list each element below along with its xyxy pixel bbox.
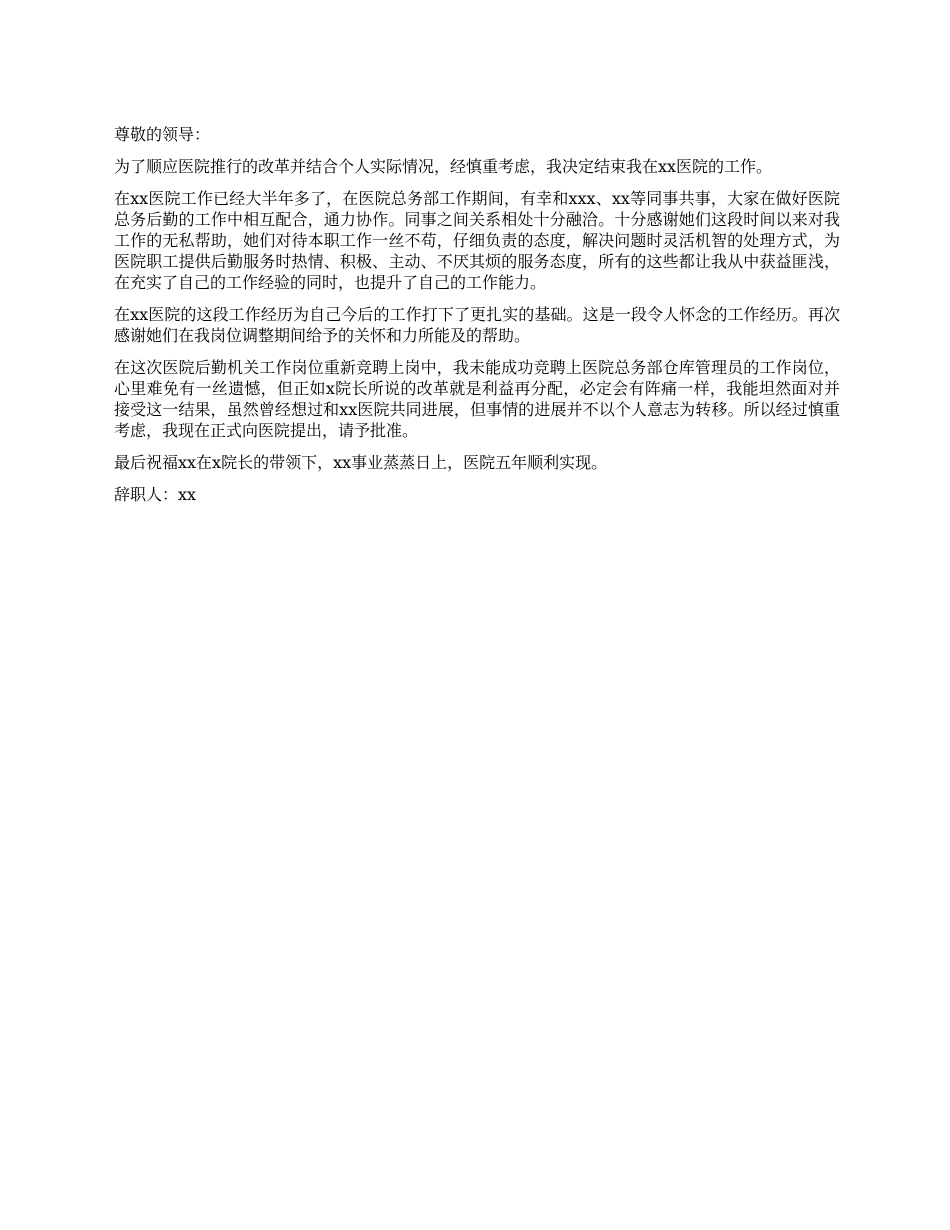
salutation: 尊敬的领导： (114, 125, 211, 144)
paragraph-5: 最后祝福xx在x院长的带领下，xx事业蒸蒸日上，医院五年顺利实现。 (114, 453, 608, 472)
letter-body (114, 124, 840, 516)
signature: 辞职人：xx (114, 485, 197, 504)
paragraph-4: 在这次医院后勤机关工作岗位重新竞聘上岗中，我未能成功竞聘上医院总务部仓库管理员的工作岗位，心里难免有一丝遗憾，但正如x院长所说的改革就是利益再分配，必定会有阵痛一样，我能坦然面对并接受这一结果，虽然曾经想过和xx医院共同进展，但事情的进展并不以个人意志为转移。所以经过慎重考虑，我现在正式向医院提出，请予批准。 (114, 358, 840, 440)
paragraph-1: 为了顺应医院推行的改革并结合个人实际情况，经慎重考虑，我决定结束我在xx医院的工作。 (114, 157, 773, 176)
paragraph-3: 在xx医院的这段工作经历为自己今后的工作打下了更扎实的基础。这是一段令人怀念的工作经历。再次感谢她们在我岗位调整期间给予的关怀和力所能及的帮助。 (114, 305, 840, 345)
paragraph-2: 在xx医院工作已经大半年多了，在医院总务部工作期间，有幸和xxx、xx等同事共事，大家在做好医院总务后勤的工作中相互配合，通力协作。同事之间关系相处十分融洽。十分感谢她们这段时间以来对我工作的无私帮助，她们对待本职工作一丝不苟，仔细负责的态度，解决问题时灵活机智的处理方式，为医院职工提供后勤服务时热情、积极、主动、不厌其烦的服务态度，所有的这些都让我从中获益匪浅，在充实了自己的工作经验的同时，也提升了自己的工作能力。 (114, 189, 840, 292)
